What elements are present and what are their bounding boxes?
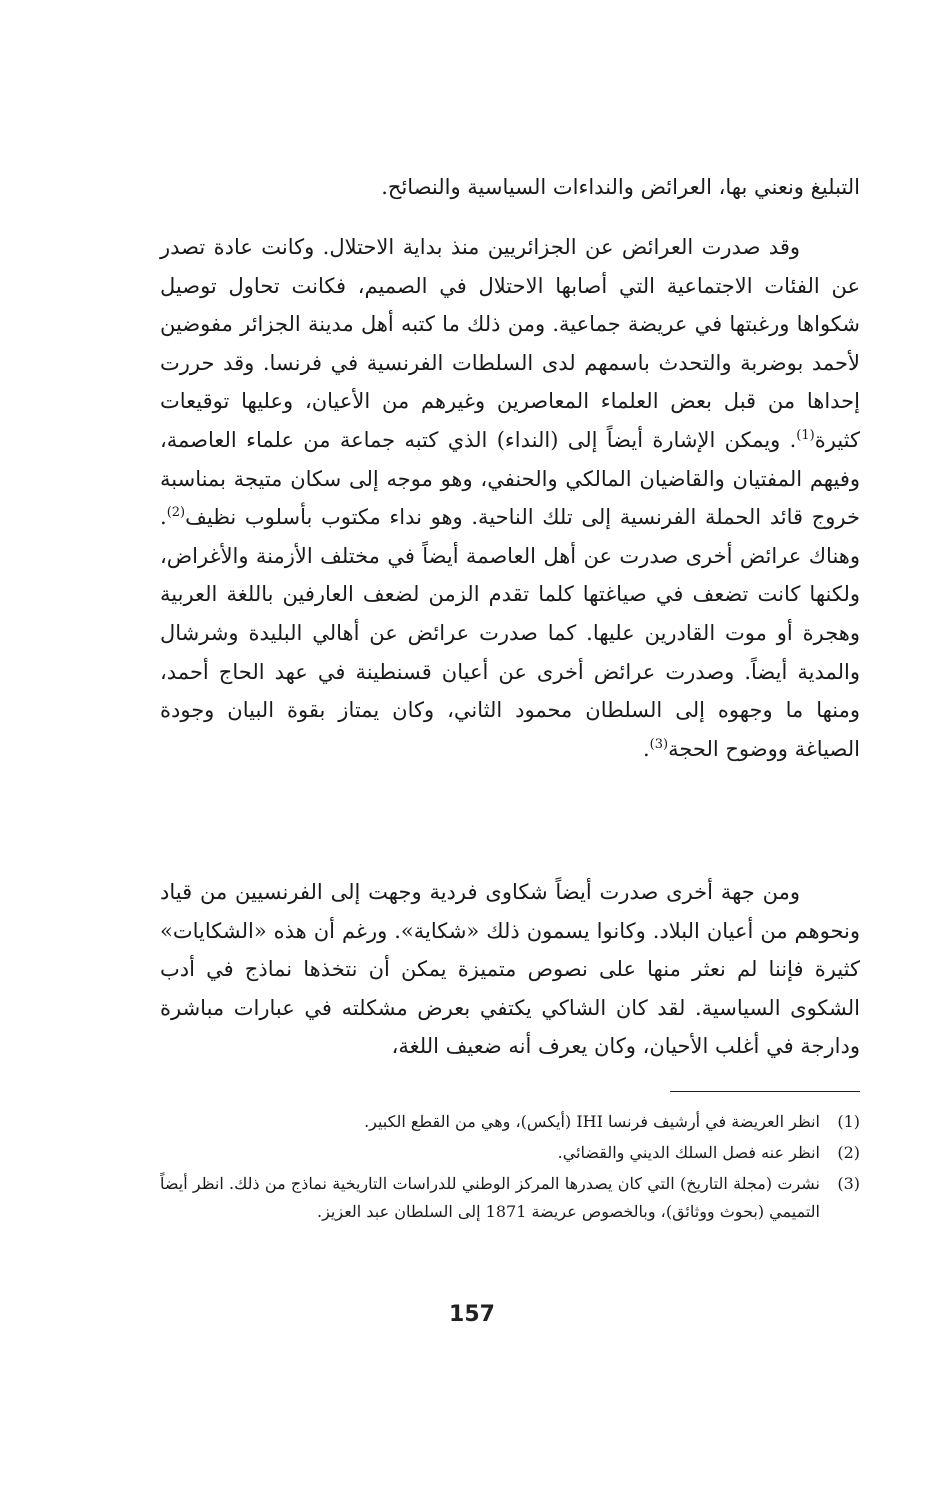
footnote-reference: (3) bbox=[649, 736, 669, 752]
paragraph-text-part: . وهناك عرائض أخرى صدرت عن أهل العاصمة أيضاً في مختلف الأزمنة والأغراض، ولكنها كانت تضعف في صياغتها كلما تقدم الزمن لضعف العارفين باللغة العربية وهجرة أو موت القادرين عليها. كما صدرت عرائض عن أهالي البليدة وشرشال والمدية أيضاً. وصدرت عرائض أخرى عن أعيان قسنطينة في عهد الحاج أحمد، ومنها ما وجهوه إلى السلطان محمود الثاني، وكان يمتاز بقوة البيان وجودة الصياغة ووضوح الحجة bbox=[160, 505, 860, 761]
paragraph-text-part: وقد صدرت العرائض عن الجزائريين منذ بداية الاحتلال. وكانت عادة تصدر عن الفئات الاجتماعية التي أصابها الاحتلال في الصميم، فكانت تحاول توصيل شكواها ورغبتها في عريضة جماعية. ومن ذلك ما كتبه أهل مدينة الجزائر مفوضين لأحمد بوضربة والتحدث باسمهم لدى السلطات الفرنسية في فرنسا. وقد حررت إحداها من قبل بعض العلماء المعاصرين وغيرهم من الأعيان، وعليها توقيعات كثيرة bbox=[160, 235, 860, 452]
footnote-text: نشرت (مجلة التاريخ) التي كان يصدرها المركز الوطني للدراسات التاريخية نماذج من ذلك. انظر أيضاً التميمي (بحوث ووثائق)، وبالخصوص عريضة 1871 إلى السلطان عبد العزيز. bbox=[160, 1174, 820, 1221]
footnote-number: (2) bbox=[837, 1143, 860, 1162]
paragraph-complaints bbox=[160, 873, 860, 1066]
footnote-item bbox=[160, 1108, 860, 1136]
footnote-text: انظر العريضة في أرشيف فرنسا IHI (أيكس)، وهي من القطع الكبير. bbox=[364, 1112, 820, 1131]
footnote-reference: (2) bbox=[166, 505, 186, 521]
paragraph-text bbox=[160, 228, 860, 768]
continued-paragraph-line bbox=[160, 168, 860, 207]
paragraph-text: ومن جهة أخرى صدرت أيضاً شكاوى فردية وجهت إلى الفرنسيين من قياد ونحوهم من أعيان البلاد. وكانوا يسمون ذلك «شكاية». ورغم أن هذه «الشكايات» كثيرة فإننا لم نعثر منها على نصوص متميزة يمكن أن نتخذها نماذج في أدب الشكوى السياسية. لقد كان الشاكي يكتفي بعرض مشكلته في عبارات مباشرة ودارجة في أغلب الأحيان، وكان يعرف أنه ضعيف اللغة، bbox=[160, 880, 860, 1059]
footnotes-section bbox=[160, 1108, 860, 1229]
body-text-line: التبليغ ونعني بها، العرائض والنداءات السياسية والنصائح. bbox=[381, 175, 860, 199]
footnote-item bbox=[160, 1170, 860, 1226]
footnote-reference: (1) bbox=[796, 427, 815, 443]
footnote-item bbox=[160, 1139, 860, 1167]
paragraph-text-part: . ويمكن الإشارة أيضاً إلى (النداء) الذي كتبه جماعة من علماء العاصمة، وفيهم المفتيان والقاضيان المالكي والحنفي، وهو موجه إلى سكان متيجة بمناسبة خروج قائد الحملة الفرنسية إلى تلك الناحية. وهو نداء مكتوب بأسلوب نظيف bbox=[160, 427, 860, 530]
footnote-number: (3) bbox=[837, 1174, 860, 1193]
footnote-number: (1) bbox=[837, 1112, 860, 1131]
paragraph-text-part: . bbox=[642, 736, 650, 761]
footnote-text: انظر عنه فصل السلك الديني والقضائي. bbox=[557, 1143, 820, 1162]
footnote-separator bbox=[670, 1091, 860, 1092]
paragraph-petitions bbox=[160, 228, 860, 768]
page-number: 157 bbox=[449, 1302, 495, 1327]
